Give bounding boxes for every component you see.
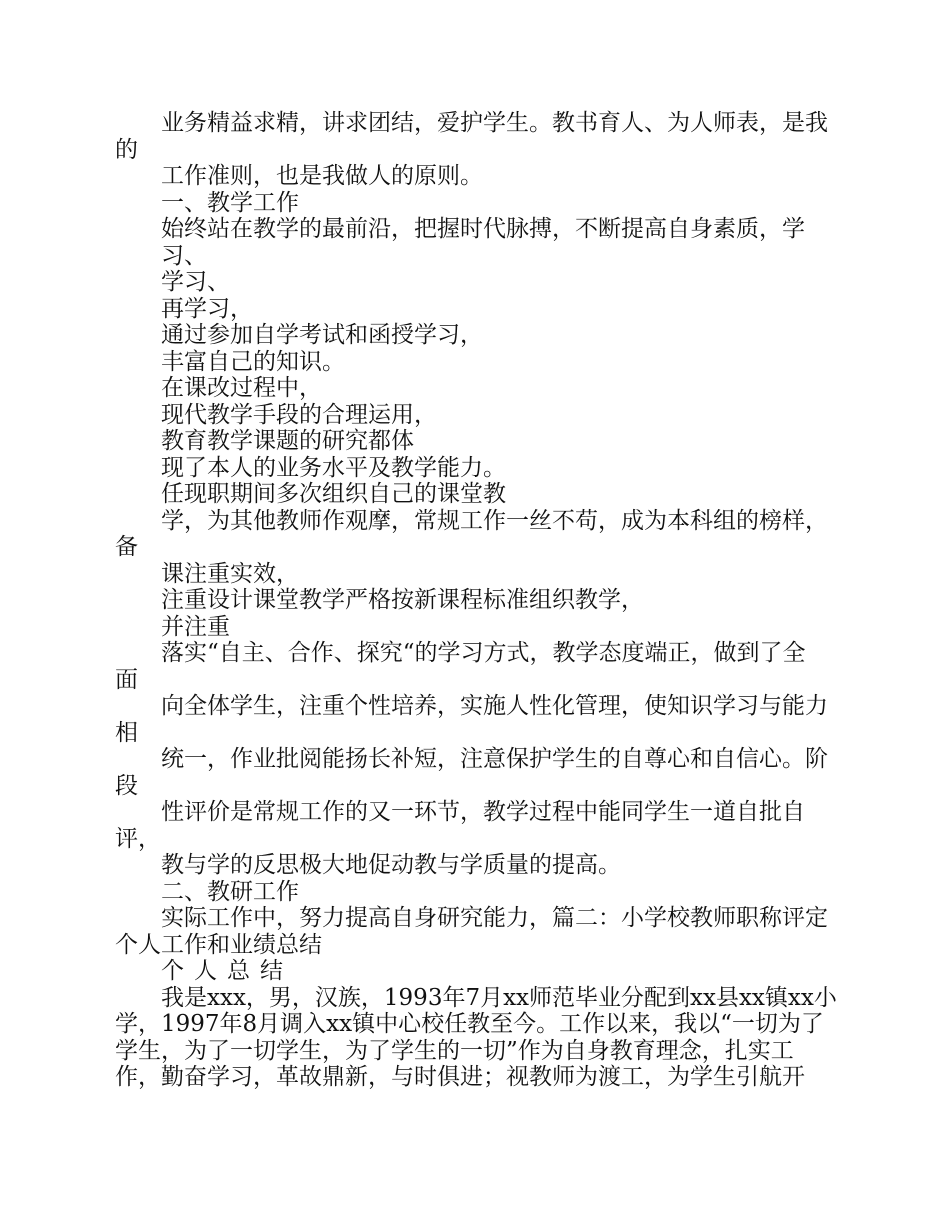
text-line: 向全体学生，注重个性培养，实施人性化管理，使知识学习与能力 — [161, 693, 828, 719]
text-line: 学生，为了一切学生，为了学生的一切”作为自身教育理念，扎实工 — [115, 1037, 794, 1064]
text-line: 个人总结 — [161, 958, 293, 984]
text-line: 段 — [115, 772, 138, 799]
document-body — [115, 110, 840, 1091]
text-line: 教育教学课题的研究都体 — [161, 428, 414, 454]
text-line: 始终站在教学的最前沿，把握时代脉搏，不断提高自身素质，学 — [161, 216, 805, 242]
text-line: 并注重 — [161, 613, 230, 640]
text-line: 任现职期间多次组织自己的课堂教 — [161, 481, 506, 507]
text-line: 实际工作中，努力提高自身研究能力，篇二：小学校教师职称评定 — [161, 905, 828, 931]
text-line: 学，为其他教师作观摩，常规工作一丝不苟，成为本科组的榜样， — [161, 507, 828, 534]
text-line: 落实“自主、合作、探究“的学习方式，教学态度端正，做到了全 — [161, 640, 806, 666]
text-line: 再学习， — [161, 295, 253, 322]
text-line: 学，1997年8月调入xx镇中心校任教至今。工作以来，我以“一切为了 — [115, 1011, 824, 1037]
text-line: 的 — [115, 136, 138, 163]
text-line: 现代教学手段的合理运用， — [161, 401, 437, 428]
text-line: 现了本人的业务水平及教学能力。 — [161, 454, 506, 481]
text-line: 通过参加自学考试和函授学习， — [161, 322, 483, 348]
text-line: 课注重实效， — [161, 560, 299, 587]
text-line: 统一，作业批阅能扬长补短，注意保护学生的自尊心和自信心。阶 — [161, 746, 828, 772]
text-line: 业务精益求精，讲求团结，爱护学生。教书育人、为人师表，是我 — [161, 110, 828, 136]
text-line: 作，勤奋学习，革故鼎新，与时俱进；视教师为渡工，为学生引航开 — [115, 1064, 805, 1090]
text-line: 个人工作和业绩总结 — [115, 931, 322, 958]
text-line: 相 — [115, 719, 138, 746]
text-line: 教与学的反思极大地促动教与学质量的提高。 — [161, 852, 621, 878]
text-line: 我是xxx，男，汉族，1993年7月xx师范毕业分配到xx县xx镇xx小 — [161, 984, 837, 1011]
text-line: 丰富自己的知识。 — [161, 348, 345, 375]
text-line: 学习、 — [161, 269, 230, 295]
text-line: 一、教学工作 — [161, 189, 299, 216]
text-line: 在课改过程中， — [161, 375, 322, 401]
text-line: 注重设计课堂教学严格按新课程标准组织教学， — [161, 587, 644, 613]
text-line: 习、 — [161, 242, 207, 269]
text-line: 二、教研工作 — [161, 878, 299, 905]
text-line: 性评价是常规工作的又一环节，教学过程中能同学生一道自批自 — [161, 799, 805, 825]
text-line: 面 — [115, 666, 138, 693]
text-line: 备 — [115, 534, 138, 560]
text-line: 工作准则，也是我做人的原则。 — [161, 163, 483, 189]
text-line: 评， — [115, 825, 161, 852]
